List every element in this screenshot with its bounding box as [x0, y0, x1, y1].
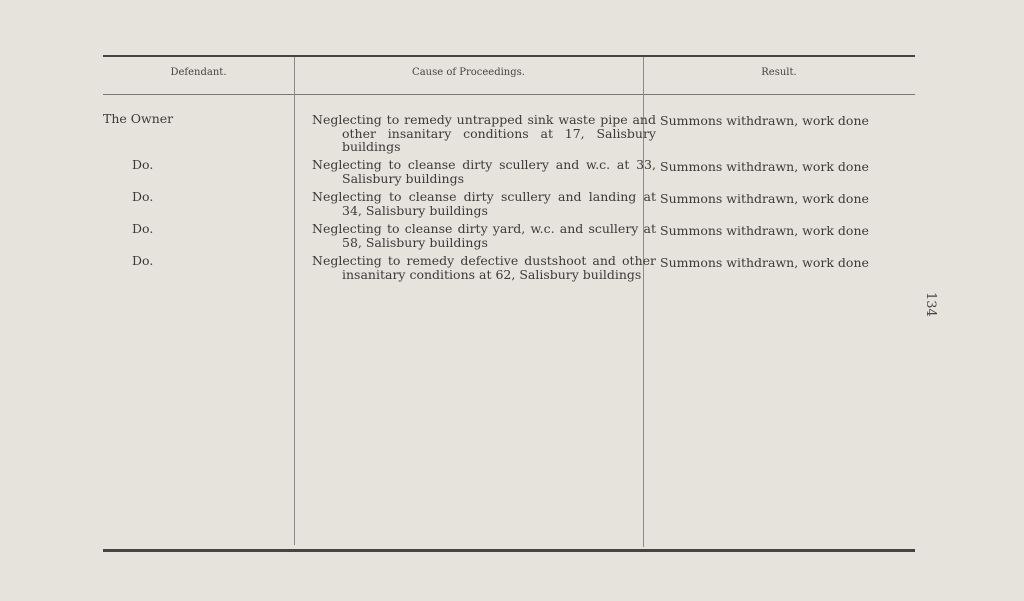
cause-cell: Neglecting to cleanse dirty scullery and landing at 34, Salisbury buildings [312, 189, 656, 218]
cause-cell: Neglecting to cleanse dirty scullery and w.c. at 33, Salisbury buildings [312, 157, 656, 186]
result-cell: Summons withdrawn, work done [660, 159, 869, 174]
defendant-cell: Do. [132, 157, 154, 172]
result-cell: Summons withdrawn, work done [660, 191, 869, 206]
header-rule [103, 94, 915, 95]
table-bottom-rule [103, 549, 915, 552]
defendant-cell: Do. [132, 253, 154, 268]
result-cell: Summons withdrawn, work done [660, 223, 869, 238]
table-top-rule [103, 55, 915, 57]
result-cell: Summons withdrawn, work done [660, 113, 869, 128]
header-defendant: Defendant. [170, 67, 227, 78]
header-result: Result. [761, 67, 797, 78]
defendant-cell: Do. [132, 221, 154, 236]
cause-cell: Neglecting to remedy untrapped sink waste pipe and other insanitary conditions at 17, Salisbury buildings [312, 112, 656, 154]
defendant-cell: The Owner [103, 111, 174, 126]
header-cause: Cause of Proceedings. [412, 67, 525, 78]
defendant-cell: Do. [132, 189, 154, 204]
page-number: 134 [923, 292, 938, 317]
cause-cell: Neglecting to remedy defective dustshoot and other insanitary conditions at 62, Salisbury buildings [312, 253, 656, 282]
result-cell: Summons withdrawn, work done [660, 255, 869, 270]
column-divider [294, 57, 295, 545]
cause-cell: Neglecting to cleanse dirty yard, w.c. and scullery at 58, Salisbury buildings [312, 221, 656, 250]
